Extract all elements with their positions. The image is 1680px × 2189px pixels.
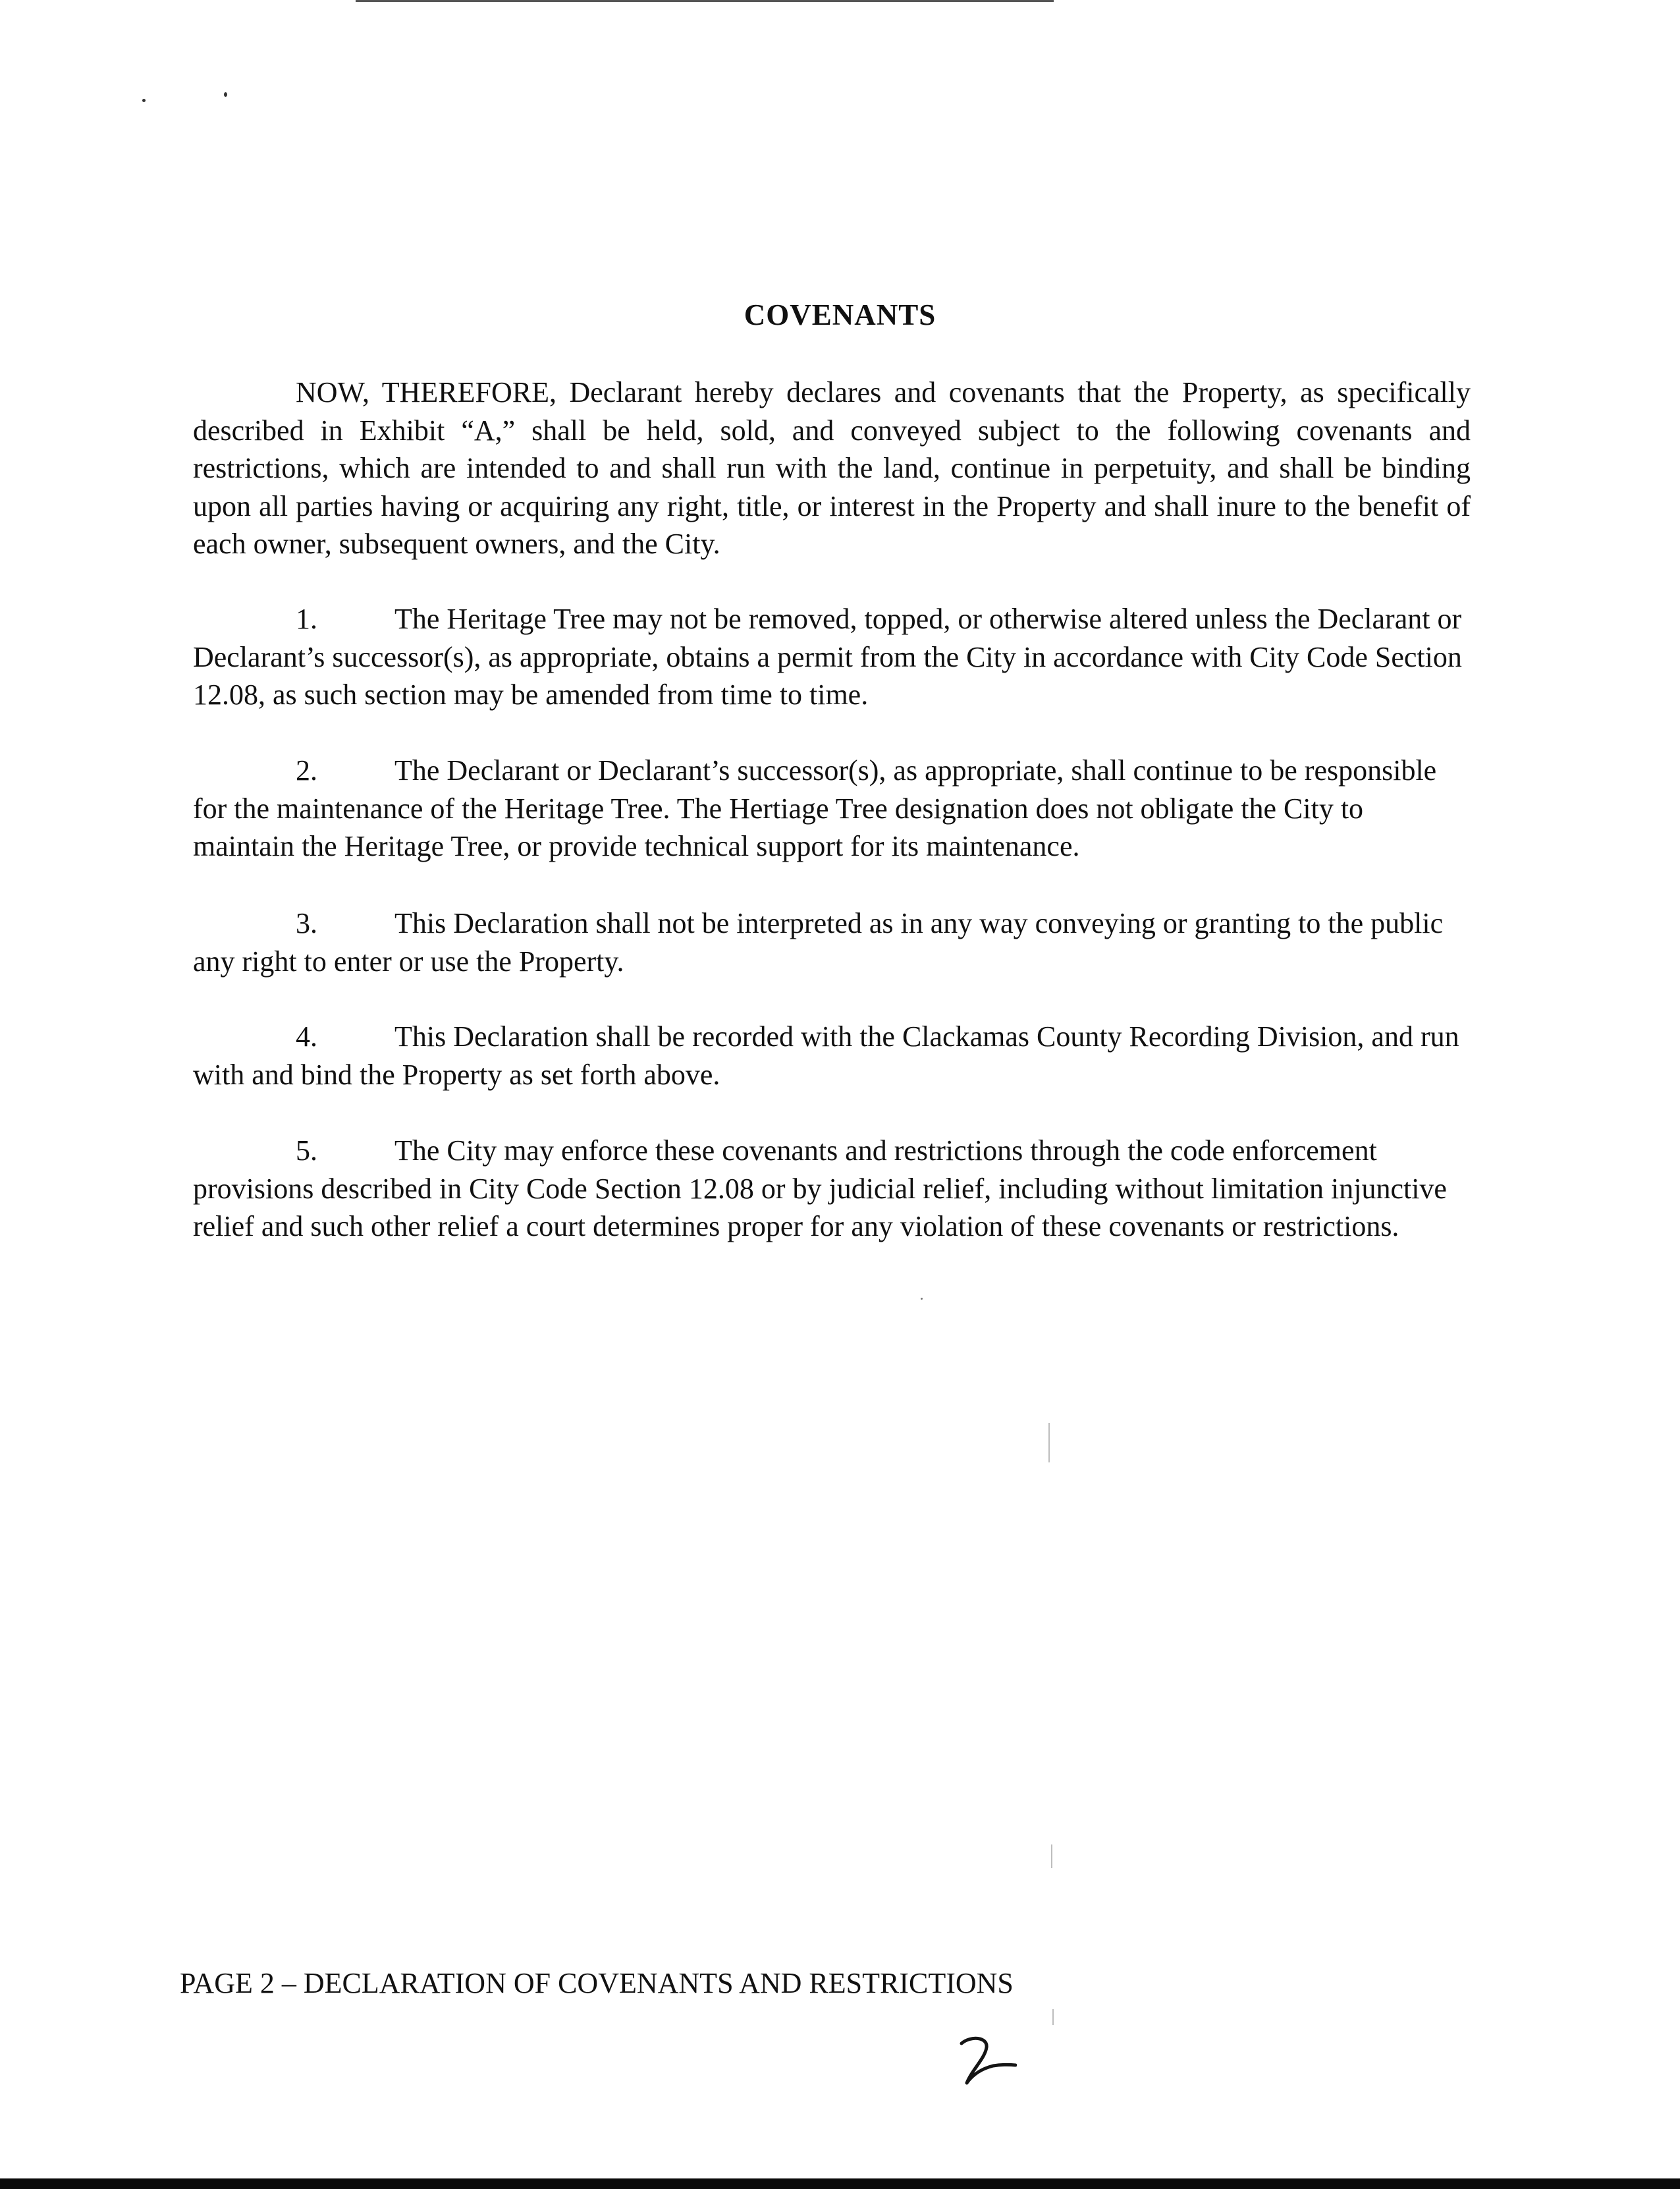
- scan-speck: [921, 1298, 923, 1300]
- scan-artifact: [1052, 2009, 1054, 2025]
- covenant-text: The Heritage Tree may not be removed, topped, or otherwise altered unless the Declarant or Declarant’s successor(s), as appropriate, obtains a permit from the City in accordance with City Code Section 12.08, as such section may be amended from time to time.: [193, 603, 1462, 711]
- covenant-text: This Declaration shall not be interpreted as in any way conveying or granting to the public any right to enter or use the Property.: [193, 907, 1444, 978]
- covenant-item-5: [193, 1132, 1471, 1246]
- scan-speck: [224, 92, 227, 97]
- covenant-number: 2.: [296, 754, 317, 787]
- covenant-number: 4.: [296, 1020, 317, 1053]
- page-footer: PAGE 2 – DECLARATION OF COVENANTS AND RESTRICTIONS: [180, 1967, 1014, 1999]
- covenant-number: 3.: [296, 907, 317, 939]
- scan-artifact: [1048, 1423, 1050, 1462]
- document-title: COVENANTS: [744, 298, 936, 331]
- scan-speck: [142, 99, 146, 102]
- scan-bottom-edge: [0, 2178, 1680, 2189]
- covenant-item-4: [193, 1018, 1471, 1094]
- covenant-item-1: [193, 600, 1471, 714]
- scan-top-edge: [356, 0, 1054, 2]
- covenant-text: This Declaration shall be recorded with the Clackamas County Recording Division, and run with and bind the Property as set forth above.: [193, 1020, 1459, 1091]
- intro-paragraph: NOW, THEREFORE, Declarant hereby declares and covenants that the Property, as specifically described in Exhibit “A,” shall be held, sold, and conveyed subject to the following covenants and restrictions, which are intended to and shall run with the land, continue in perpetuity, and shall be binding upon all parties having or acquiring any right, title, or interest in the Property and shall inure to the benefit of each owner, subsequent owners, and the City.: [193, 376, 1471, 560]
- covenant-item-2: [193, 752, 1471, 866]
- scan-artifact: [1051, 1844, 1052, 1868]
- covenant-item-3: [193, 904, 1471, 980]
- covenant-number: 5.: [296, 1134, 317, 1167]
- handwritten-page-number: [954, 2034, 1017, 2093]
- covenant-text: The Declarant or Declarant’s successor(s), as appropriate, shall continue to be responsible for the maintenance of the Heritage Tree. The Hertiage Tree designation does not obligate the City to maintain the Heritage Tree, or provide technical support for its maintenance.: [193, 754, 1437, 862]
- covenant-text: The City may enforce these covenants and restrictions through the code enforcement provisions described in City Code Section 12.08 or by judicial relief, including without limitation injunctive relief and such other relief a court determines proper for any violation of these covenants or restrictions.: [193, 1134, 1447, 1242]
- covenant-number: 1.: [296, 603, 317, 635]
